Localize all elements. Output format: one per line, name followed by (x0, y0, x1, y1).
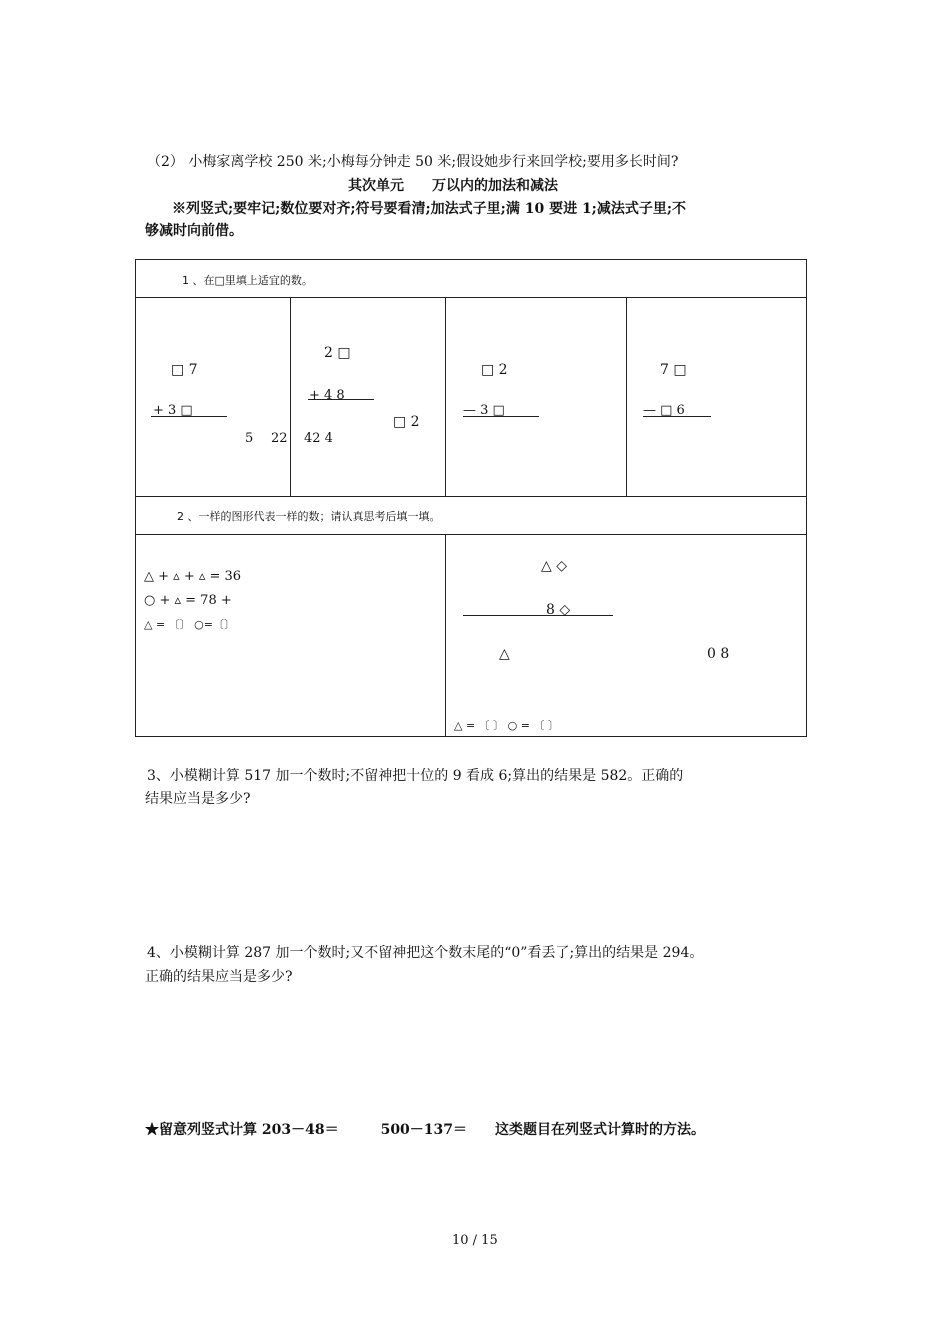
table-divider (626, 297, 627, 496)
star-line: ★留意列竖式计算 203－48＝ 500－137＝ 这类题目在列竖式计算时的方法。 (145, 1122, 706, 1138)
q1-cell4-op: — □ 6 (643, 403, 685, 418)
q3-line-1: 3、小模糊计算 517 加一个数时;不留神把十位的 9 看成 6;算出的结果是 582。正确的 (147, 768, 684, 784)
q1-cell1-result-a: 5 (245, 431, 254, 446)
q1-cell1-result-b: 22 (271, 431, 288, 446)
exercise-table (135, 259, 807, 737)
q1-cell3-top: □ 2 (481, 362, 508, 378)
q2-left-eq2: ○ + ▵ = 78 + (144, 593, 232, 608)
rule-line-1: ※列竖式;要牢记;数位要对齐;符号要看清;加法式子里;满 10 要进 1;减法式子里;不 (172, 201, 687, 217)
q2-right-top: △ ◇ (541, 558, 567, 574)
q4-line-1: 4、小模糊计算 287 加一个数时;又不留神把这个数末尾的“0”看丢了;算出的结果是 294。 (147, 945, 704, 961)
table-divider (136, 297, 806, 298)
q1-cell1-top: □ 7 (171, 362, 198, 378)
q1-cell1-underline (151, 416, 227, 417)
q1-cell4-top: 7 □ (660, 362, 687, 378)
unit-title: 其次单元 万以内的加法和减法 (348, 178, 558, 194)
q1-label: 1 、在□里填上适宜的数。 (182, 274, 313, 287)
q1-cell2-top: 2 □ (324, 345, 351, 361)
q1-cell2-op: + 4 8 (309, 388, 345, 403)
intro-question: （2） 小梅家离学校 250 米;小梅每分钟走 50 米;假设她步行来回学校;要用多长时间? (147, 154, 679, 170)
q2-right-answer: △ = 〔 〕 ○ = 〔 〕 (454, 719, 559, 732)
q2-left-eq1: △ + ▵ + ▵ = 36 (144, 569, 242, 584)
q2-right-mid: 8 ◇ (546, 602, 571, 618)
q1-cell1-op: + 3 □ (153, 403, 193, 418)
q2-right-bottom-right: 0 8 (707, 646, 730, 662)
q2-right-bottom-left: △ (499, 646, 510, 662)
q2-right-underline (463, 615, 613, 616)
q1-cell2-result: 42 4 (304, 431, 333, 446)
table-divider (290, 297, 291, 496)
q1-cell2-underline (308, 399, 374, 400)
q2-left-eq3: △ = 〔〕 ○=〔〕 (144, 618, 235, 631)
q2-label: 2 、一样的图形代表一样的数；请认真思考后填一填。 (177, 510, 441, 523)
table-divider (136, 534, 806, 535)
q1-cell3-underline (463, 416, 539, 417)
q1-cell4-underline (643, 416, 711, 417)
q1-cell2-right: □ 2 (393, 414, 420, 430)
q4-line-2: 正确的结果应当是多少? (145, 969, 293, 985)
page-number: 10 / 15 (452, 1233, 498, 1248)
q3-line-2: 结果应当是多少? (145, 791, 251, 807)
table-divider (136, 496, 806, 497)
rule-line-2: 够减时向前借。 (145, 223, 243, 239)
q1-cell3-op: — 3 □ (463, 403, 505, 418)
table-divider (445, 297, 446, 496)
table-divider (445, 534, 446, 737)
